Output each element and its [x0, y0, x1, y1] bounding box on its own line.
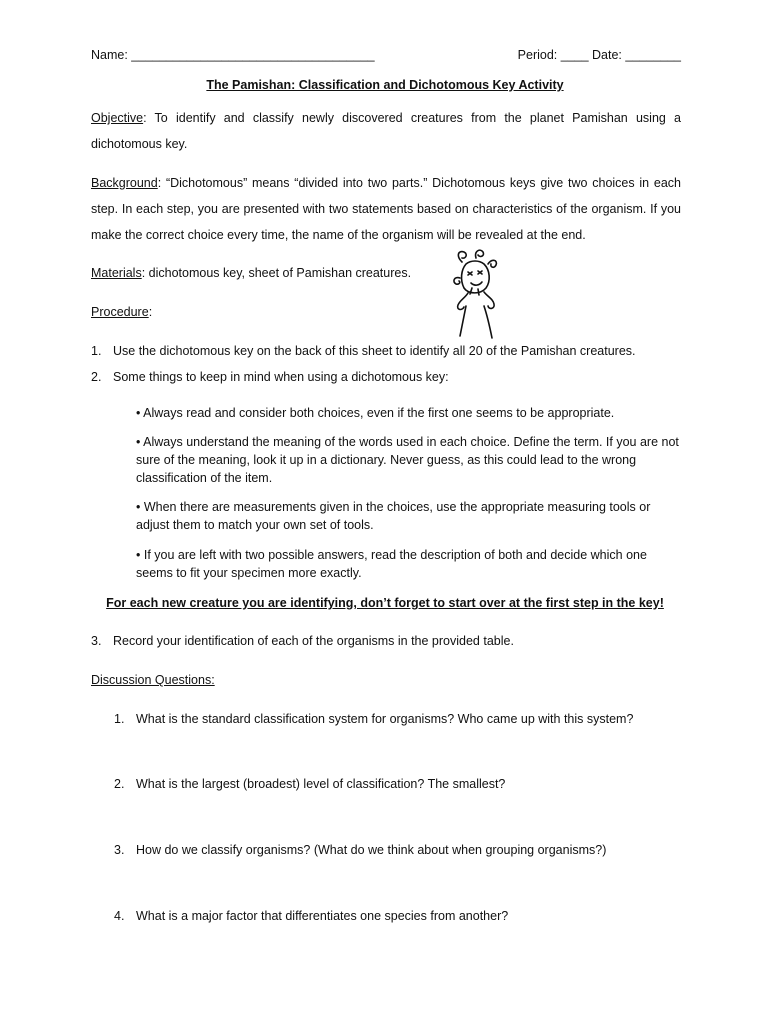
period-date-field: Period: ____ Date: ________: [517, 48, 681, 62]
step-text: Record your identification of each of the organisms in the provided table.: [113, 634, 514, 648]
materials-label: Materials: [91, 266, 142, 280]
tip-bullet-4: • If you are left with two possible answers, read the description of both and decide which one seems to fit your specimen more exactly.: [136, 548, 647, 580]
objective-text: : To identify and classify newly discovered creatures from the planet Pamishan using a dichotomous key.: [91, 111, 681, 151]
question-text: What is the largest (broadest) level of classification? The smallest?: [136, 777, 506, 791]
question-number: 4.: [114, 909, 125, 923]
question-text: How do we classify organisms? (What do we think about when grouping organisms?): [136, 843, 607, 857]
question-number: 1.: [114, 712, 125, 726]
tip-bullet-1: • Always read and consider both choices, even if the first one seems to be appropriate.: [136, 406, 615, 420]
discussion-question-1: [114, 712, 633, 726]
materials-text: : dichotomous key, sheet of Pamishan creatures.: [141, 266, 412, 280]
tip-bullet-2: • Always understand the meaning of the words used in each choice. Define the term. If you are not sure of the meaning, look it up in a dictionary. Never guess, as this could lead to the wrong classification of the item.: [136, 435, 679, 485]
procedure-step-1: [91, 344, 636, 358]
start-over-reminder: For each new creature you are identifying, don’t forget to start over at the first step in the key!: [106, 596, 664, 610]
step-number: 3.: [91, 634, 102, 648]
discussion-question-4: [114, 909, 508, 923]
procedure-colon: :: [148, 305, 153, 319]
objective-label: Objective: [91, 111, 144, 125]
step-text: Some things to keep in mind when using a dichotomous key:: [113, 370, 449, 384]
name-field: Name: ___________________________________: [91, 48, 375, 62]
background-label: Background: [91, 176, 158, 190]
procedure-label: Procedure: [91, 305, 149, 319]
discussion-question-2: [114, 777, 505, 791]
pamishan-creature-illustration: [438, 248, 510, 340]
step-number: 1.: [91, 344, 102, 358]
worksheet-title: The Pamishan: Classification and Dichotomous Key Activity: [206, 78, 564, 92]
step-text: Use the dichotomous key on the back of this sheet to identify all 20 of the Pamishan creatures.: [113, 344, 636, 358]
procedure-heading: [91, 305, 152, 319]
background-text: : “Dichotomous” means “divided into two parts.” Dichotomous keys give two choices in each step. In each step, you are presented with two statements based on characteristics of the organism. If you make the correct choice every time, the name of the organism will be revealed at the end.: [91, 176, 681, 242]
tip-bullet-3: • When there are measurements given in the choices, use the appropriate measuring tools or adjust them to match your own set of tools.: [136, 500, 651, 532]
question-number: 2.: [114, 777, 125, 791]
discussion-heading: Discussion Questions:: [91, 673, 215, 687]
procedure-step-2: [91, 370, 449, 384]
objective-paragraph: [91, 105, 681, 157]
header-row: [91, 48, 681, 66]
question-text: What is the standard classification system for organisms? Who came up with this system?: [136, 712, 634, 726]
discussion-question-3: [114, 843, 606, 857]
question-number: 3.: [114, 843, 125, 857]
background-paragraph: [91, 170, 681, 248]
step-number: 2.: [91, 370, 102, 384]
question-text: What is a major factor that differentiates one species from another?: [136, 909, 509, 923]
procedure-step-3: [91, 634, 514, 648]
materials-line: [91, 266, 411, 280]
